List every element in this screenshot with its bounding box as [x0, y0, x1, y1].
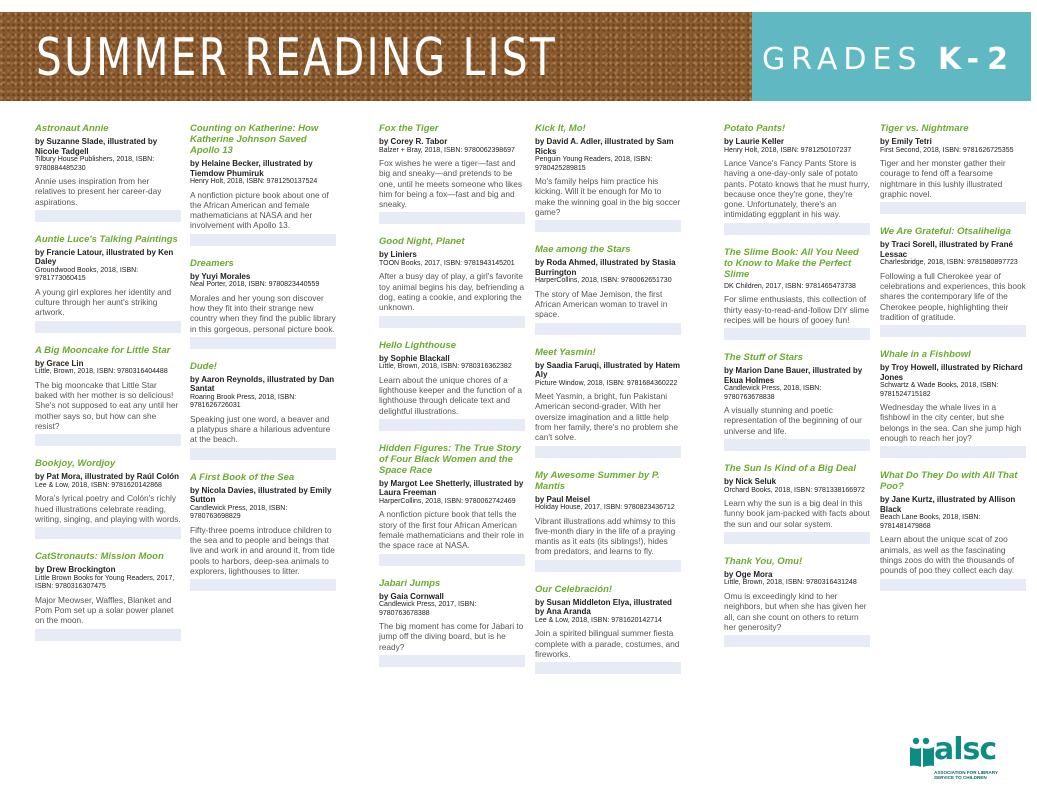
book-publisher: Picture Window, 2018, ISBN: 9781684360222	[535, 379, 678, 387]
book-description: Annie uses inspiration from her relatives to present her career-day aspirations.	[35, 176, 162, 207]
header	[0, 0, 1037, 101]
book-description: A visually stunning and poetic representation of the beginning of our universe and life.	[724, 405, 862, 436]
book-publisher: TOON Books, 2017, ISBN: 9781943145201	[379, 259, 515, 267]
placeholder-bar	[379, 212, 525, 224]
book-description: After a busy day of play, a girl's favorite toy animal begins his day, befriending a dog, eating a cookie, and exploring the unknown.	[379, 271, 525, 313]
placeholder-bar	[880, 325, 1026, 337]
book-description: Speaking just one word, a beaver and a platypus share a hilarious adventure at the beach.	[190, 413, 331, 445]
book-entry	[724, 463, 870, 544]
placeholder-bar	[535, 446, 681, 458]
book-author: by Susan Middleton Elya, illustrated by Ana Aranda	[535, 597, 672, 617]
book-author: by Paul Meisel	[535, 494, 591, 504]
book-description: A nonfiction picture book that tells the story of the first four African American female mathematicians and their role in the space race at NASA.	[379, 509, 524, 551]
placeholder-bar	[35, 321, 181, 333]
book-entry	[190, 258, 336, 349]
placeholder-bar	[379, 554, 525, 566]
book-publisher: Little, Brown, 2018, ISBN: 9780316362382	[379, 363, 512, 371]
book-column-1	[35, 123, 181, 653]
book-publisher: Charlesbridge, 2018, ISBN: 9781580897723	[880, 259, 1018, 267]
book-publisher: Lee & Low, 2018, ISBN: 9781620142714	[535, 616, 662, 624]
book-entry	[35, 458, 181, 539]
book-title: A First Book of the Sea	[190, 471, 295, 483]
book-title: The Sun Is Kind of a Big Deal	[724, 463, 856, 475]
book-entry	[379, 578, 525, 667]
book-publisher: Little, Brown, 2018, ISBN: 9780316431248	[724, 579, 857, 587]
book-publisher: Roaring Brook Press, 2018, ISBN: 9781626726031	[190, 393, 297, 410]
book-description: Learn about the unique chores of a lighthouse keeper and the function of a lighthouse through delicate text and delightful illustrations.	[379, 374, 522, 416]
book-publisher: Beach Lane Books, 2018, ISBN: 9781481479868	[880, 514, 981, 530]
alsc-wordmark: alsc	[934, 732, 997, 767]
book-publisher: Schwartz & Wade Books, 2018, ISBN: 9781524715182	[880, 382, 999, 398]
page-title: SUMMER READING LIST	[36, 28, 558, 88]
book-entry	[724, 352, 870, 451]
book-description: Learn why the sun is a big deal in this funny book jam-packed with facts about the sun and our solar system.	[724, 498, 870, 529]
book-author: by Liniers	[379, 250, 417, 260]
book-description: Fifty-three poems introduce children to the sea and to people and beings that live and work in and around it, from tide pools to harbors, deep-sea animals to explorers, lighthouses to litter.	[190, 524, 335, 576]
placeholder-bar	[190, 579, 336, 591]
book-author: by Yuyi Morales	[190, 271, 251, 281]
book-author: by Roda Ahmed, illustrated by Stasia Burrington	[535, 258, 676, 277]
book-description: Meet Yasmin, a bright, fun Pakistani American second-grader. With her oversize imagination and a little help from her family, there's no problem she can't solve.	[535, 391, 678, 443]
book-title: Tiger vs. Nightmare	[880, 123, 969, 134]
book-title: CatStronauts: Mission Moon	[35, 551, 164, 563]
book-description: Vibrant illustrations add whimsy to this five-month diary in the life of a praying mantis as it eats (its siblings!), hides from predators, and learns to fly.	[535, 515, 676, 557]
book-author: by Oge Mora	[724, 569, 773, 579]
book-column-4	[535, 123, 681, 686]
book-description: Learn about the unique scat of zoo animals, as well as the fascinating things zoos do with the thousands of pounds of poo they collect each day.	[880, 534, 1015, 576]
placeholder-bar	[724, 223, 870, 235]
book-description: Wednesday the whale lives in a fishbowl in the city center, but she belongs in the sea. Can she jump high enough to reach her joy?	[880, 402, 1022, 444]
book-author: by David A. Adler, illustrated by Sam Ricks	[535, 137, 674, 156]
grades-band	[752, 12, 1031, 101]
placeholder-bar	[880, 446, 1026, 458]
book-title: Dude!	[190, 360, 217, 372]
book-publisher: Neal Porter, 2018, ISBN: 9780823440559	[190, 281, 320, 289]
grades-prefix: GRADES	[762, 42, 923, 77]
book-title: Fox the Tiger	[379, 123, 439, 134]
book-publisher: Little Brown Books for Young Readers, 2017, ISBN: 9780316307475	[35, 574, 175, 591]
book-author: by Francie Latour, illustrated by Ken Daley	[35, 247, 174, 267]
book-author: by Drew Brockington	[35, 565, 116, 575]
book-author: by Suzanne Slade, illustrated by Nicole Tadgell	[35, 137, 158, 156]
book-description: Fox wishes he were a tiger—fast and big and sneaky—and pretends to be one, until he meets someone who likes him for being a fox—fast and big and sneaky.	[379, 158, 522, 210]
book-description: Mora's lyrical poetry and Colón's richly hued illustrations celebrate reading, writing, singing, and playing with words.	[35, 493, 181, 524]
book-title: Bookjoy, Wordjoy	[35, 458, 116, 470]
placeholder-bar	[379, 316, 525, 328]
book-author: by Gaia Cornwall	[379, 591, 444, 601]
book-description: Major Meowser, Waffles, Blanket and Pom Pom set up a solar power planet on the moon.	[35, 594, 174, 626]
book-author: by Jane Kurtz, illustrated by Allison Black	[880, 495, 1016, 514]
book-description: Omu is exceedingly kind to her neighbors, but when she has given her all, can she count on others to return her generosity?	[724, 590, 867, 632]
book-title: Good Night, Planet	[379, 236, 465, 248]
book-publisher: DK Children, 2017, ISBN: 9781465473738	[724, 282, 856, 290]
book-title: The Slime Book: All You Need to Know to Make the Perfect Slime	[724, 246, 859, 280]
placeholder-bar	[190, 448, 336, 460]
placeholder-bar	[35, 210, 181, 222]
book-entry	[880, 470, 1026, 590]
book-title: What Do They Do with All That Poo?	[880, 470, 1018, 493]
book-title: Kick It, Mo!	[535, 123, 586, 134]
book-publisher: Candlewick Press, 2018, ISBN: 9780763678838	[724, 385, 822, 401]
book-title: Astronaut Annie	[35, 123, 109, 134]
book-entry	[190, 361, 336, 460]
book-entry	[535, 347, 681, 458]
placeholder-bar	[535, 323, 681, 335]
book-entry	[535, 123, 681, 232]
placeholder-bar	[724, 532, 870, 544]
book-entry	[35, 345, 181, 446]
book-title: The Stuff of Stars	[724, 352, 803, 364]
book-description: For slime enthusiasts, this collection of thirty easy-to-read-and-follow DIY slime recipes will be hours of gooey fun!	[724, 294, 870, 325]
book-entry	[35, 123, 181, 222]
placeholder-bar	[724, 439, 870, 451]
book-author: by Pat Mora, illustrated by Raúl Colón	[35, 472, 180, 482]
placeholder-bar	[379, 655, 525, 667]
book-publisher: HarperCollins, 2018, ISBN: 9780062742469	[379, 497, 516, 505]
book-author: by Saadia Faruqi, illustrated by Hatem Aly	[535, 360, 680, 380]
book-description: The big mooncake that Little Star baked with her mother is so delicious! She's not supposed to eat any until her mother says so, but how can she resist?	[35, 379, 179, 431]
book-author: by Helaine Becker, illustrated by Tiemdow Phumiruk	[190, 159, 313, 178]
book-people-icon	[908, 736, 936, 770]
book-entry	[379, 123, 525, 224]
book-description: Morales and her young son discover how they fit into their strange new country when they find the public library in this gorgeous, personal picture book.	[190, 292, 336, 334]
book-author: by Marion Dane Bauer, illustrated by Ekua Holmes	[724, 366, 863, 385]
book-title: Thank You, Omu!	[724, 555, 803, 567]
book-title: Auntie Luce's Talking Paintings	[35, 233, 178, 245]
book-column-3	[379, 123, 525, 679]
book-description: Tiger and her monster gather their courage to fend off a fearsome nightmare in this lushly illustrated graphic novel.	[880, 158, 1006, 199]
book-description: Lance Vance's Fancy Pants Store is having a one-day-only sale of potato pants. Potato knows that he must hurry, because once they're gone, they're gone. Unfortunately, there's an intimidating eggplant in his way.	[724, 158, 870, 220]
book-author: by Laurie Keller	[724, 137, 785, 146]
book-entry	[880, 349, 1026, 458]
book-publisher: Candlewick Press, 2018, ISBN: 9780763698829	[190, 504, 288, 521]
book-title: Meet Yasmin!	[535, 346, 596, 358]
book-description: Join a spirited bilingual summer fiesta complete with a parade, costumes, and fireworks.	[535, 628, 680, 659]
book-entry	[724, 247, 870, 340]
title-band	[0, 12, 752, 101]
book-publisher: Tilbury House Publishers, 2018, ISBN: 9780884485230	[35, 156, 155, 172]
book-description: Following a full Cherokee year of celebrations and experiences, this book shares the contemporary life of the Cherokee people, highlighting their tradition of gratitude.	[880, 270, 1026, 322]
grades-level: K-2	[938, 42, 1017, 77]
book-title: Dreamers	[190, 257, 234, 269]
book-publisher: Balzer + Bray, 2018, ISBN: 9780062398697	[379, 146, 515, 154]
placeholder-bar	[190, 234, 336, 246]
book-title: We Are Grateful: Otsaliheliga	[880, 226, 1011, 238]
book-publisher: Groundwood Books, 2018, ISBN: 9781773060415	[35, 266, 139, 283]
book-title: Counting on Katherine: How Katherine Johnson Saved Apollo 13	[190, 123, 319, 156]
book-publisher: Penguin Young Readers, 2018, ISBN: 9780425289815	[535, 156, 653, 172]
book-entry	[379, 236, 525, 327]
book-publisher: First Second, 2018, ISBN: 9781626725355	[880, 146, 1014, 154]
book-author: by Aaron Reynolds, illustrated by Dan Santat	[190, 374, 335, 394]
book-title: Our Celebración!	[535, 583, 613, 595]
grades-label	[762, 42, 1016, 77]
book-entry	[535, 470, 681, 572]
book-description: A nonfiction picture book about one of the African American and female mathematicians at NASA and her involvement with Apollo 13.	[190, 189, 329, 231]
book-description: Mo's family helps him practice his kicking. Will it be enough for Mo to make the winning goal in the big soccer game?	[535, 176, 681, 217]
book-entry	[535, 584, 681, 674]
book-entry	[535, 244, 681, 334]
book-title: Hello Lighthouse	[379, 339, 457, 351]
book-title: Potato Pants!	[724, 123, 786, 134]
placeholder-bar	[880, 579, 1026, 591]
book-column-5	[724, 123, 870, 659]
book-entry	[379, 340, 525, 431]
book-entry	[880, 123, 1026, 214]
book-title: Whale in a Fishbowl	[880, 349, 971, 361]
book-author: by Nicola Davies, illustrated by Emily Sutton	[190, 485, 332, 505]
book-column-2	[190, 123, 336, 603]
book-entry	[35, 551, 181, 640]
placeholder-bar	[724, 328, 870, 340]
book-publisher: Candlewick Press, 2017, ISBN: 9780763678388	[379, 601, 477, 617]
book-author: by Margot Lee Shetterly, illustrated by Laura Freeman	[379, 478, 524, 498]
book-publisher: Little, Brown, 2018, ISBN: 9780316404488	[35, 368, 168, 376]
book-publisher: Henry Holt, 2018, ISBN: 9781250107237	[724, 146, 852, 154]
book-title: A Big Mooncake for Little Star	[35, 344, 171, 356]
placeholder-bar	[535, 220, 681, 232]
placeholder-bar	[35, 434, 181, 446]
book-entry	[724, 556, 870, 647]
book-author: by Grace Lin	[35, 358, 84, 368]
book-author: by Sophie Blackall	[379, 353, 450, 363]
book-title: Mae among the Stars	[535, 244, 631, 256]
book-title: My Awesome Summer by P. Mantis	[535, 469, 660, 492]
book-author: by Traci Sorell, illustrated by Frané Lessac	[880, 240, 1013, 259]
book-entry	[880, 226, 1026, 337]
book-publisher: HarperCollins, 2018, ISBN: 9780062651730	[535, 277, 672, 285]
book-author: by Corey R. Tabor	[379, 137, 448, 146]
book-publisher: Lee & Low, 2018, ISBN: 9781620142868	[35, 481, 162, 489]
book-description: The story of Mae Jemison, the first African American woman to travel in space.	[535, 288, 668, 320]
book-entry	[190, 472, 336, 591]
book-entry	[379, 443, 525, 566]
placeholder-bar	[535, 560, 681, 572]
book-title: Hidden Figures: The True Story of Four Black Women and the Space Race	[379, 442, 521, 476]
book-entry	[190, 123, 336, 246]
book-entry	[724, 123, 870, 235]
book-title: Jabari Jumps	[379, 577, 441, 589]
book-description: The big moment has come for Jabari to jump off the diving board, but is he ready?	[379, 621, 524, 652]
book-column-6	[880, 123, 1026, 603]
alsc-logo	[906, 732, 1026, 791]
book-author: by Nick Seluk	[724, 477, 777, 487]
placeholder-bar	[35, 527, 181, 539]
book-author: by Troy Howell, illustrated by Richard Jones	[880, 363, 1023, 382]
alsc-subtitle: ASSOCIATION FOR LIBRARY SERVICE TO CHILDREN	[934, 770, 998, 781]
book-publisher: Henry Holt, 2018, ISBN: 9781250137524	[190, 178, 318, 185]
placeholder-bar	[379, 419, 525, 431]
reading-list	[0, 101, 1037, 795]
placeholder-bar	[724, 635, 870, 647]
placeholder-bar	[535, 662, 681, 674]
book-entry	[35, 234, 181, 333]
book-publisher: Orchard Books, 2018, ISBN: 9781338166972	[724, 486, 865, 494]
placeholder-bar	[190, 337, 336, 349]
book-author: by Emily Tetri	[880, 137, 932, 146]
placeholder-bar	[880, 202, 1026, 214]
book-publisher: Holiday House, 2017, ISBN: 9780823436712	[535, 504, 675, 512]
placeholder-bar	[35, 629, 181, 641]
book-description: A young girl explores her identity and culture through her aunt's striking artwork.	[35, 286, 172, 318]
